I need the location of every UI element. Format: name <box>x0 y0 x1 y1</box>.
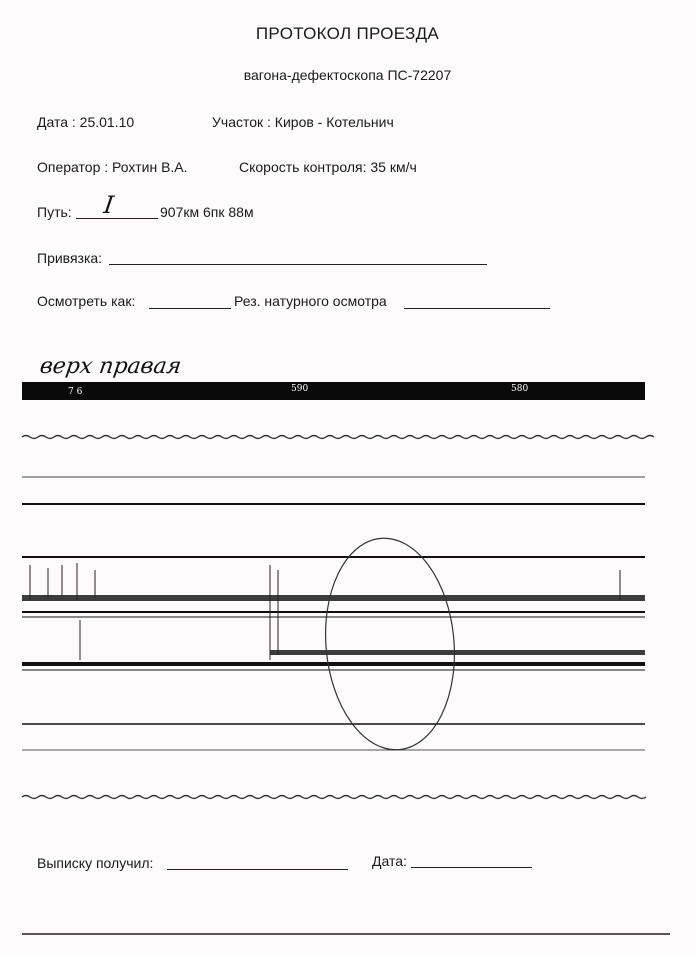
scale-label-right: 580 <box>511 384 529 394</box>
handwritten-note: верх правая <box>38 354 183 379</box>
operator-field: Оператор : Рохтин В.А. <box>37 159 188 175</box>
distance-scale-bar <box>22 382 645 398</box>
result-label: Рез. натурного осмотра <box>234 293 387 309</box>
receipt-underline <box>167 869 348 870</box>
document-title: ПРОТОКОЛ ПРОЕЗДА <box>255 24 440 43</box>
scale-label-left: 7 6 <box>68 387 83 397</box>
scale-label-mid: 590 <box>291 384 309 394</box>
top-wavy-trace <box>22 436 654 439</box>
receipt-label: Выписку получил: <box>37 855 154 871</box>
track-value-handwritten: I <box>102 191 116 219</box>
speed-field: Скорость контроля: 35 км/ч <box>239 159 417 175</box>
defect-circle-mark <box>317 533 463 755</box>
track-label: Путь: <box>37 204 72 220</box>
inspect-as-label: Осмотреть как: <box>37 293 136 309</box>
footer-date-underline <box>411 867 532 868</box>
footer-date-label: Дата: <box>372 853 407 869</box>
bottom-wavy-trace <box>22 796 646 799</box>
section-field: Участок : Киров - Котельнич <box>212 114 394 130</box>
location-field: 907км 6пк 88м <box>160 204 254 220</box>
binding-label: Привязка: <box>37 250 103 266</box>
channel-trace-1 <box>22 595 645 601</box>
document-subtitle: вагона-дефектоскопа ПС-72207 <box>243 67 452 83</box>
channel-baseline-2 <box>22 662 645 666</box>
date-field: Дата : 25.01.10 <box>37 114 135 130</box>
